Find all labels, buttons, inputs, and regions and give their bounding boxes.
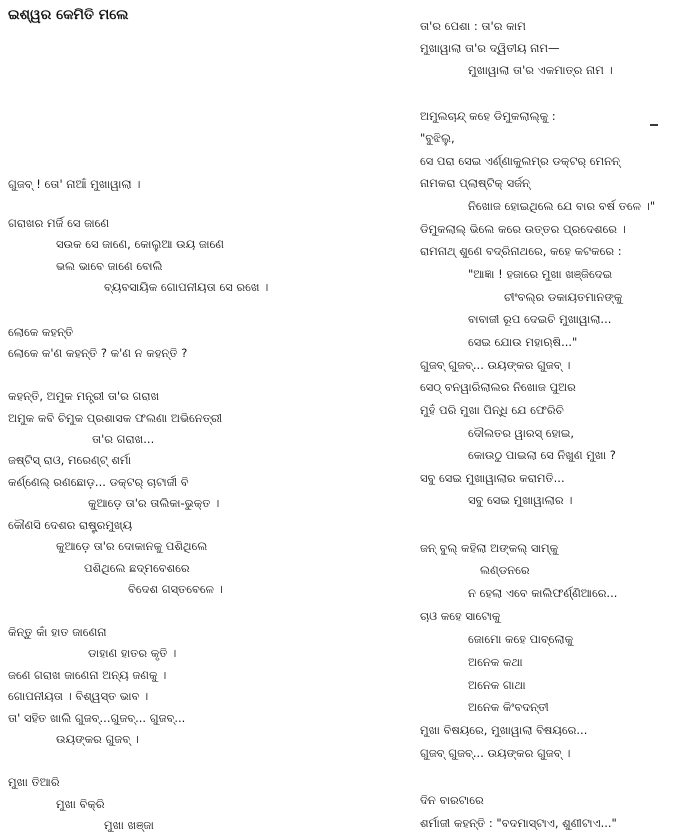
stanza-line: ଅମୁକ କବି ଚିମୁକ ପ୍ରଶାସକ ଫଲଣା ଅଭିନେତ୍ରୀ: [8, 411, 223, 425]
stanza-line: ତା'ର ପେଶା : ତା'ର କାମ: [420, 19, 526, 33]
stanza-line: ତା' ସହିତ ଖାଲି ଗୁଜବ୍...ଗୁଜବ୍... ଗୁଜବ୍...: [8, 711, 186, 725]
stanza-line: ଗୁଜବ୍ ଗୁଜବ୍... ଉୟଙ୍କର ଗୁଜବ୍ ।: [420, 358, 571, 372]
stanza-line: କୋଉଠୁ ପାଇଲା ସେ ନିଖୁଣ ମୁଖା ?: [468, 448, 616, 462]
stanza-line: ଅମୁଲଚାନ୍ଦ୍ କହେ ଡିମୁକଲାଲ୍‌କୁ :: [420, 109, 556, 123]
stanza-line: ନିଖୋଜ ହୋଇଥିଲେ ଯେ ବାର ବର୍ଷ ତଳେ ।": [468, 199, 656, 213]
stanza-line: ସଉକ ସେ ଜାଣେ, କୋଲୁଆ ଉୟ ଜାଣେ: [56, 237, 224, 251]
stanza-line: ଲଣ୍ଡନରେ: [480, 563, 530, 577]
stanza-line: କୌଣସି ଦେଶର ରାଷ୍ଟ୍ରମୁଖ୍ୟ: [8, 518, 133, 532]
stanza-line: ତା'ର ଗରାଖ...: [92, 432, 155, 446]
poem-title: ଇଶ୍ୱର କେମିତି ମଲେ: [8, 7, 129, 23]
stanza-line: ନାମକରା ପ୍ଲାଷ୍ଟିକ୍ ସର୍ଜନ୍: [420, 176, 530, 190]
stanza-line: କୁଆଡ଼େ ତା'ର ତାଲିକା-ଭୁକ୍ତ ।: [88, 496, 220, 510]
stanza-line: ସେ ପରା ସେଇ ଏର୍ଣ୍ଣାକୁଲମ୍‌ର ଡକ୍ଟର୍ ମେନନ୍: [420, 154, 620, 168]
stanza-line: ଗରାଖର ମର୍ଜି ସେ ଜାଣେ: [8, 216, 110, 230]
stanza-line: ଜଷ୍ଟିସ୍ ରାଓ, ମରେଣ୍ଟ୍ ଶର୍ମା: [8, 453, 132, 467]
stanza-line: ଡାହାଣ ହାତର କୃତି ।: [88, 646, 177, 660]
stanza-line: ସେଇ ଯୋଉ ମହାଋଷି...": [468, 335, 578, 349]
stanza-line: ମୁଖା ଖଞ୍ଜା: [104, 818, 154, 832]
stanza-line: ଜୋମୋ କହେ ପାବ୍ଲୋକୁ: [468, 632, 574, 646]
stanza-line: "ଆଜ୍ଞା ! ହଜାରେ ମୁଖା ଖଞ୍ଜିଦେଇ: [468, 267, 613, 281]
stanza-line: ଚୀଂବଲ୍‌ର ଡକାୟତମାନଙ୍କୁ: [504, 290, 623, 304]
stanza-line: ମୁଖା ବିଷୟରେ, ମୁଖାୱାଲା ବିଷୟରେ...: [420, 723, 588, 737]
stanza-line: ଅନେକ ଗାଥା: [468, 678, 526, 692]
stanza-line: ଜଣେ ଗରାଖ ଜାଣେନା ଅନ୍ୟ ଜଣକୁ ।: [8, 668, 167, 682]
stanza-line: ଦିନ ବାରଟାରେ: [420, 793, 484, 807]
stanza-line: ଡିମୁକଲାଲ୍ ଭିଲେ କରେ ଉତ୍ତର ପ୍ରଦେଶରେ ।: [420, 222, 626, 236]
stanza-line: "ବୁଝିଲୁ,: [420, 131, 455, 145]
stanza-line: ଶର୍ମାଜୀ କହନ୍ତି : "ବଦମାସ୍‌ଟାଏ, ଶୁଣୀଟାଏ...": [420, 816, 617, 830]
stanza-line: କହନ୍ତି, ଅମୁକ ମନ୍ତ୍ରୀ ତା'ର ଗରାଖ: [8, 389, 160, 403]
stanza-line: ସେଠ୍ ବନୱାରିଲାଲର ନିଖୋଜ ପୁଅର: [420, 380, 576, 394]
stanza-line: ପଶିଥିଲେ ଛଦ୍ମବେଶରେ: [84, 561, 190, 575]
stanza-line: ସବୁ ସେଇ ମୁଖାୱାଲାର କରାମତି...: [420, 471, 565, 485]
stanza-line: ମୁହଁ ପରି ମୁଖା ପିନ୍ଧି ଯେ ଫେରିଚି: [420, 403, 564, 417]
stanza-line: ଲୋକେ କହନ୍ତି: [8, 325, 74, 339]
stanza-line: ମୁଖାୱାଲା ତା'ର ଏକମାତ୍ର ନାମ ।: [468, 63, 613, 77]
stanza-line: ମୁଖା ତିଆରି: [8, 775, 60, 789]
stanza-line: ଅନେକ କିଂବଦନ୍ତୀ: [468, 700, 549, 714]
stanza-line: କର୍ଣ୍ଣେଲ୍ ରଣଛୋଡ଼... ଡକ୍ଟର୍ ଚାଟାର୍ଜୀ ବି: [8, 475, 189, 489]
stanza-line: ରାମନାଥ୍ ଶୁଣେ ବଦ୍ରିନାଥରେ, କହେ କଟକରେ :: [420, 244, 622, 258]
stanza-line: ସବୁ ସେଇ ମୁଖାୱାଲାର ।: [468, 493, 573, 507]
stanza-line: ଜନ୍ ବୁଲ୍ କହିଲା ଅଙ୍କଲ୍ ସାମ୍‌କୁ: [420, 541, 559, 555]
stanza-line: ବିଦେଶ ଗସ୍ତବେଳେ ।: [128, 582, 223, 596]
stanza-line: କିନ୍ତୁ କାଁ ହାତ ଜାଣେନା: [8, 625, 107, 639]
stanza-line: ଅନେକ କଥା: [468, 655, 523, 669]
stanza-line: ଚାଓ କହେ ସାଟୋକୁ: [420, 609, 501, 623]
stanza-line: କୁଆଡ଼େ ତା'ର ଦୋକାନକୁ ପଶିଥିଲେ: [56, 539, 208, 553]
stanza-line: ଭଲ ଭାବେ ଜାଣେ ବୋଲି: [56, 259, 163, 273]
stanza-line: ଲୋକେ କ'ଣ କହନ୍ତି ? କ'ଣ ନ କହନ୍ତି ?: [8, 346, 188, 360]
stanza-line: ମୁଖାୱାଲା ତା'ର ଦ୍ୱିତୀୟ ନାମ—: [420, 41, 560, 55]
stanza-line: ମୁଖା ବିକ୍ରି: [56, 797, 105, 811]
stanza-line: ଗୁଜବ୍ ! ତୋ' ନାଆଁ ମୁଖାୱାଲା ।: [8, 177, 141, 191]
stanza-line: ଗୋପନୀୟତା । ବିଶ୍ୱସ୍ତ ଭାବ ।: [8, 689, 149, 703]
stanza-line: ବାବାଜୀ ରୂପ ଦେଇଚି ମୁଖାୱାଲା...: [468, 312, 612, 326]
stanza-line: ଗୁଜବ୍ ଗୁଜବ୍... ଉୟଙ୍କର ଗୁଜବ୍ ।: [420, 746, 571, 760]
stanza-line: ଉୟଙ୍କର ଗୁଜବ୍ ।: [56, 732, 139, 746]
stanza-line: ଦୌଲତର ୱାରସ୍ ହୋଇ,: [468, 426, 575, 440]
stanza-line: ନ ହେଲା ଏବେ କାଲିଫର୍ଣ୍ଣିଆରେ...: [468, 586, 618, 600]
margin-dash: [650, 124, 658, 126]
stanza-line: ବ୍ୟବସାୟିକ ଗୋପନୀୟତା ସେ ରଖେ ।: [104, 280, 269, 294]
